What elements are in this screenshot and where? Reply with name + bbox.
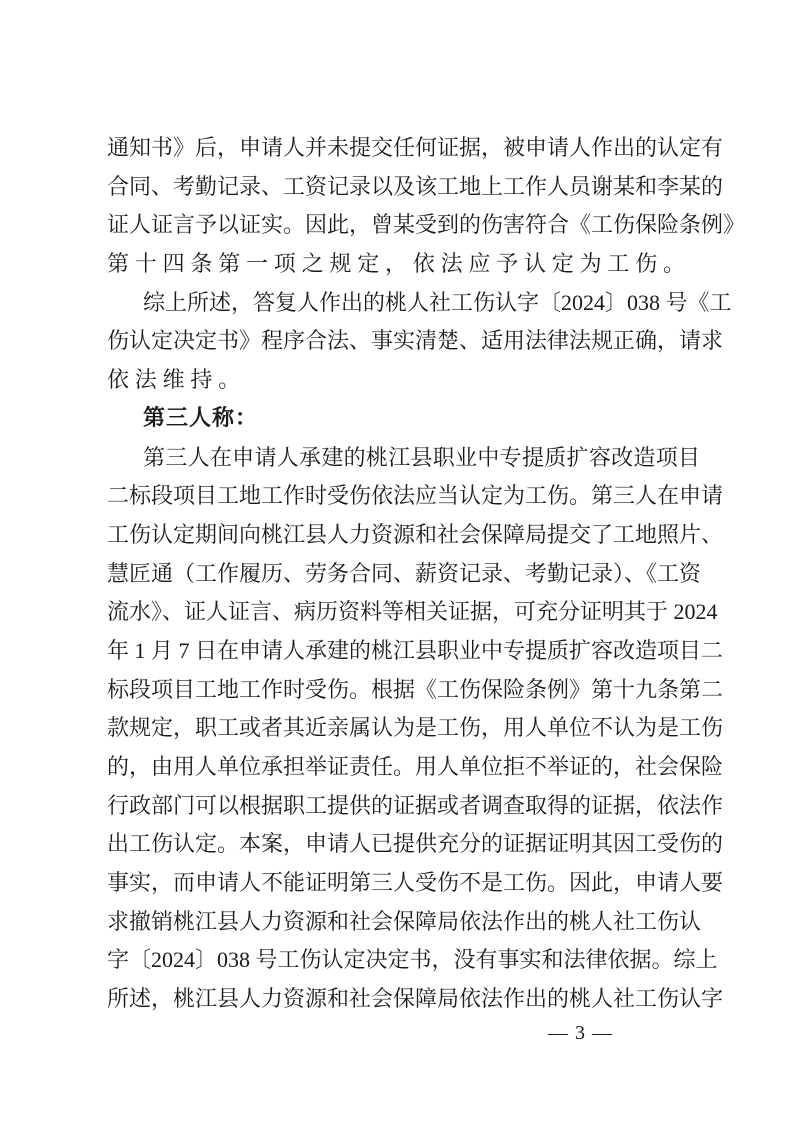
text-line: 综上所述，答复人作出的桃人社工伤认字〔2024〕038 号《工 xyxy=(143,289,732,315)
text-line: 事实，而申请人不能证明第三人受伤不是工伤。因此，申请人要 xyxy=(107,870,724,896)
text-line: 第十四条第一项之规定，依法应予认定为工伤。 xyxy=(107,251,691,277)
text-line: 所述，桃江县人力资源和社会保障局依法作出的桃人社工伤认字 xyxy=(107,986,724,1012)
text-line: 通知书》后，申请人并未提交任何证据，被申请人作出的认定有 xyxy=(107,135,724,160)
text-line: 求撤销桃江县人力资源和社会保障局依法作出的桃人社工伤认 xyxy=(107,908,702,934)
page-number: — 3 — xyxy=(548,1022,613,1044)
text-line: 伤认定决定书》程序合法、事实清楚、适用法律法规正确，请求 xyxy=(107,328,724,354)
text-line: 证人证言予以证实。因此，曾某受到的伤害符合《工伤保险条例》 xyxy=(107,212,746,238)
text-line: 的，由用人单位承担举证责任。用人单位拒不举证的，社会保险 xyxy=(107,754,724,779)
text-line: 二标段项目工地工作时受伤依法应当认定为工伤。第三人在申请 xyxy=(107,483,724,509)
text-line: 年 1 月 7 日在申请人承建的桃江县职业中专提质扩容改造项目二 xyxy=(107,637,724,663)
text-line: 标段项目工地工作时受伤。根据《工伤保险条例》第十九条第二 xyxy=(107,676,724,702)
text-line: 行政部门可以根据职工提供的证据或者调查取得的证据，依法作 xyxy=(107,792,724,818)
section-heading: 第三人称： xyxy=(143,405,259,431)
text-line: 慧匠通（工作履历、劳务合同、薪资记录、考勤记录）、《工资 xyxy=(107,560,702,586)
text-line: 出工伤认定。本案，申请人已提供充分的证据证明其因工受伤的 xyxy=(107,831,724,857)
document-body xyxy=(107,129,746,1019)
text-line: 工伤认定期间向桃江县人力资源和社会保障局提交了工地照片、 xyxy=(107,521,724,547)
text-line: 依法维持。 xyxy=(107,367,247,393)
text-line: 字〔2024〕038 号工伤认定决定书，没有事实和法律依据。综上 xyxy=(107,947,718,973)
text-line: 款规定，职工或者其近亲属认为是工伤，用人单位不认为是工伤 xyxy=(107,715,724,741)
text-line: 合同、考勤记录、工资记录以及该工地上工作人员谢某和李某的 xyxy=(107,173,724,199)
text-line: 流水》、证人证言、病历资料等相关证据，可充分证明其于 2024 xyxy=(107,599,718,625)
text-line: 第三人在申请人承建的桃江县职业中专提质扩容改造项目 xyxy=(143,444,700,470)
